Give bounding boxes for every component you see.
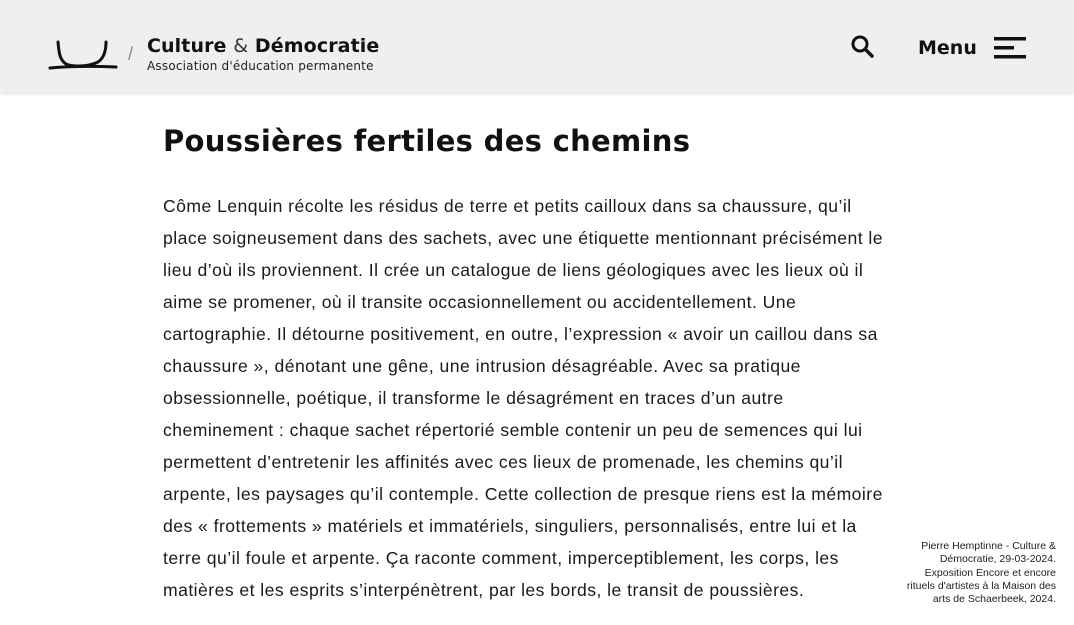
hamburger-menu-icon [994,37,1028,59]
caption-line: Exposition Encore et encore [924,566,1056,579]
article-line: terre qu’il foule et arpente. Ça raconte comment, imperceptiblement, les corps, les [163,548,839,568]
article-body [163,190,923,606]
caption-line: rituels d'artistes à la Maison des [906,579,1056,592]
caption-line: Pierre Hemptinne - Culture & [921,540,1056,552]
article-line: Côme Lenquin récolte les résidus de terre et petits cailloux dans sa chaussure, qu’il [163,196,852,216]
brand-name[interactable] [147,34,379,58]
article-line: matières et les esprits s’interpénètrent, par les bords, le transit de poussières. [163,580,805,600]
brand-name-culture: Culture [147,35,227,57]
brand-name-ampersand: & [233,35,249,57]
article-line: aime se promener, où il transite occasionnellement ou accidentellement. Une [163,292,797,312]
article-line: chaussure », dénotant une gêne, une intrusion désagréable. Avec sa pratique [163,356,801,376]
brand-separator: / [128,44,134,64]
site-header [0,0,1074,92]
article-line: lieu d’où ils proviennent. Il crée un catalogue de liens géologiques avec les lieux où il [163,260,864,280]
article-line: des « frottements » matériels et immatériels, singuliers, personnalisés, entre lui et la [163,516,857,536]
article-line: cheminement : chaque sachet répertorié semble contenir un peu de semences qui lui [163,420,863,440]
article-line: obsessionnelle, poétique, il transforme le désagrément en traces d’un autre [163,388,784,408]
page-title: Poussières fertiles des chemins [163,124,691,158]
article-line: cartographie. Il détourne positivement, en outre, l’expression « avoir un caillou dans sa [163,324,878,344]
caption-line: Démocratie, 29-03-2024. [939,553,1056,566]
image-caption [876,540,1056,606]
article [163,120,923,600]
brand[interactable] [147,34,379,74]
article-line: arpente, les paysages qu’il contemple. Cette collection de presque riens est la mémoire [163,484,883,504]
menu-label: Menu [918,37,977,59]
logo-mark[interactable] [48,36,120,72]
article-line: place soigneusement dans des sachets, avec une étiquette mentionnant précisément le [163,228,884,248]
search-button[interactable] [850,34,876,60]
article-line: permettent d’entretenir les affinités avec ces lieux de promenade, les chemins qu’il [163,452,843,472]
logo-mark-icon [48,36,120,72]
menu-button[interactable] [918,34,1030,64]
brand-name-democratie: Démocratie [254,35,380,57]
caption-line: arts de Schaerbeek, 2024. [932,593,1056,606]
brand-tagline: Association d'éducation permanente [147,59,374,73]
search-icon [850,34,876,60]
